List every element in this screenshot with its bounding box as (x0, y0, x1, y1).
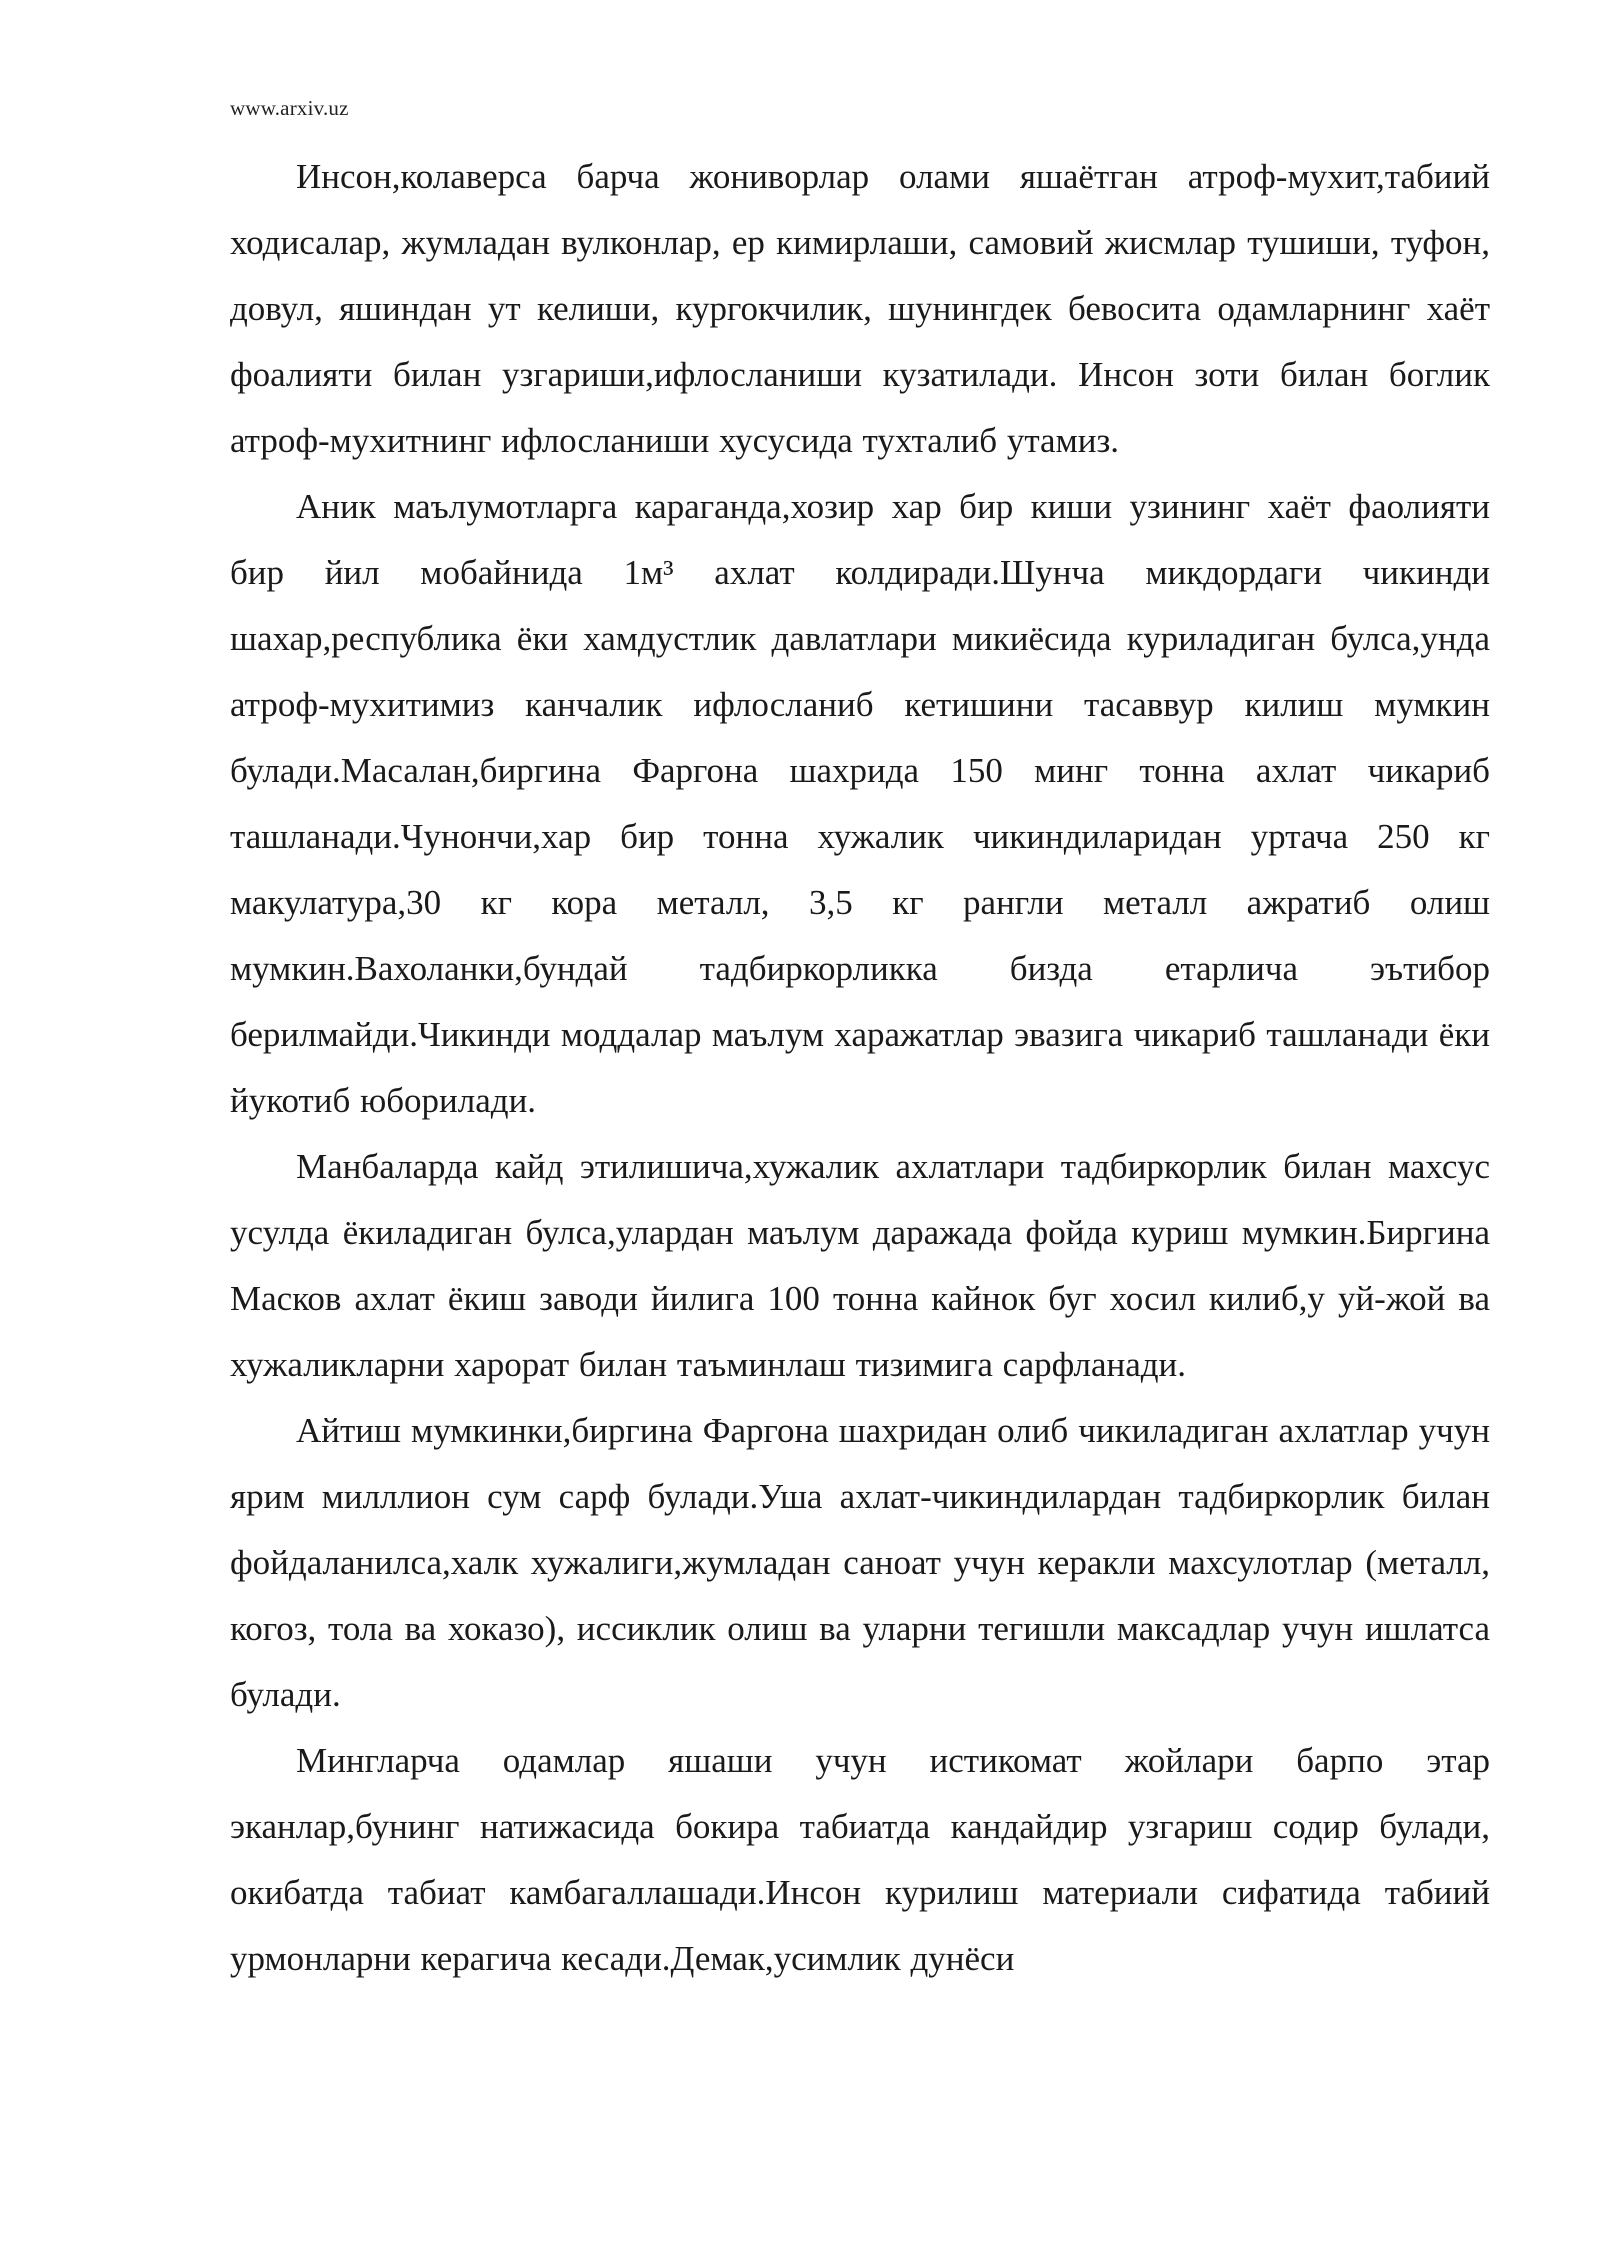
paragraph: Айтиш мумкинки,биргина Фаргона шахридан олиб чикиладиган ахлатлар учун ярим милллион сум сарф булади.Уша ахлат-чикиндилардан тадбиркорлик билан фойдаланилса,халк хужалиги,жумладан саноат учун керакли махсулотлар (металл, когоз, тола ва хоказо), иссиклик олиш ва уларни тегишли максадлар учун ишлатса булади. (230, 1411, 1490, 1714)
document-body (230, 144, 1490, 1992)
site-header: www.arxiv.uz (230, 96, 349, 120)
paragraph: Аник маълумотларга караганда,хозир хар бир киши узининг хаёт фаолияти бир йил мобайнида 1м³ ахлат колдиради.Шунча микдордаги чикинди шахар,республика ёки хамдустлик давлатлари микиёсида куриладиган булса,унда атроф-мухитимиз канчалик ифлосланиб кетишини тасаввур килиш мумкин булади.Масалан,биргина Фаргона шахрида 150 минг тонна ахлат чикариб ташланади.Чунончи,хар бир тонна хужалик чикиндиларидан уртача 250 кг макулатура,30 кг кора металл, 3,5 кг рангли металл ажратиб олиш мумкин.Вахоланки,бундай тадбиркорликка бизда етарлича эътибор берилмайди.Чикинди моддалар маълум харажатлар эвазига чикариб ташланади ёки йукотиб юборилади. (230, 487, 1490, 1120)
paragraph: Манбаларда кайд этилишича,хужалик ахлатлари тадбиркорлик билан махсус усулда ёкиладиган булса,улардан маълум даражада фойда куриш мумкин.Биргина Масков ахлат ёкиш заводи йилига 100 тонна кайнок буг хосил килиб,у уй-жой ва хужаликларни харорат билан таъминлаш тизимига сарфланади. (230, 1147, 1490, 1384)
paragraph: Инсон,колаверса барча жониворлар олами яшаётган атроф-мухит,табиий ходисалар, жумладан вулконлар, ер кимирлаши, самовий жисмлар тушиши, туфон, довул, яшиндан ут келиши, кургокчилик, шунингдек бевосита одамларнинг хаёт фоалияти билан узгариши,ифлосланиши кузатилади. Инсон зоти билан боглик атроф-мухитнинг ифлосланиши хусусида тухталиб утамиз. (230, 157, 1490, 460)
paragraph: Мингларча одамлар яшаши учун истикомат жойлари барпо этар эканлар,бунинг натижасида бокира табиатда кандайдир узгариш содир булади, окибатда табиат камбагаллашади.Инсон курилиш материали сифатида табиий урмонларни керагича кесади.Демак,усимлик дунёси (230, 1741, 1490, 1978)
